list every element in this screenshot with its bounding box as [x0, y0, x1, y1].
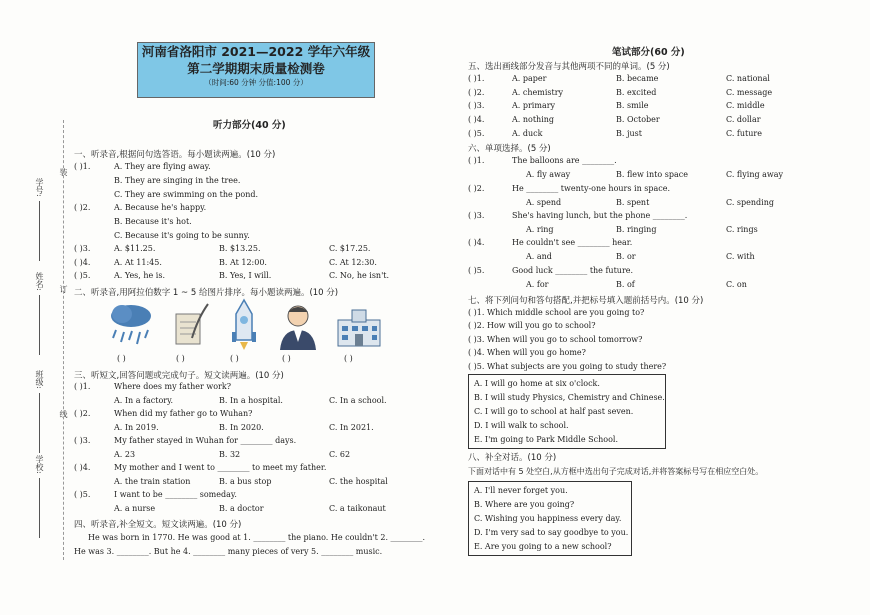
side-mark-ding: 订 [59, 285, 68, 293]
side-mark-xian: 线 [59, 410, 68, 418]
s8-option-c: C. Wishing you happiness every day. [474, 514, 622, 523]
scroll-quill-icon [170, 302, 212, 350]
s3-q3: ( )3. My father stayed in Wuhan for ________ days. A. 23 B. 32 C. 62 [74, 436, 351, 459]
s1-q1: ( )1. A. They are flying away. B. They are singing in the tree. C. They are swimming on the pond. [74, 162, 259, 199]
s8-option-d: D. I'm very sad to say goodbye to you. [474, 528, 629, 537]
s7-option-a: A. I will go home at six o'clock. [474, 379, 600, 388]
s1-heading: 一、听录音,根据问句选答语。每小题读两遍。(10 分) [74, 150, 276, 160]
s7-q1: ( )1. Which middle school are you going to? [468, 308, 645, 317]
s2-answer-4[interactable]: ( ) [282, 354, 291, 363]
s8-heading: 八、补全对话。(10 分) [468, 453, 557, 463]
s4-heading: 四、听录音,补全短文。短文读两遍。(10 分) [74, 520, 242, 530]
listening-heading: 听力部分(40 分) [213, 120, 286, 131]
side-class-label: 班级: [34, 370, 45, 453]
s3-heading: 三、听短文,回答问题或完成句子。短文读两遍。(10 分) [74, 371, 284, 381]
s5-heading: 五、选出画线部分发音与其他两项不同的单词。(5 分) [468, 62, 670, 72]
man-portrait-icon [276, 300, 320, 350]
writing-heading: 笔试部分(60 分) [612, 47, 685, 58]
title-box [137, 42, 375, 98]
s2-answer-3[interactable]: ( ) [230, 354, 239, 363]
s2-answer-1[interactable]: ( ) [117, 354, 126, 363]
s2-answer-2[interactable]: ( ) [176, 354, 185, 363]
s7-q2: ( )2. How will you go to school? [468, 321, 596, 330]
s6-q1: ( )1. The balloons are ________. A. fly away B. flew into space C. flying away [468, 156, 784, 179]
s5-q2: ( )2. A. chemistry B. excited C. message [468, 88, 773, 97]
s5-q1: ( )1. A. paper B. became C. national [468, 74, 770, 83]
s2-heading: 二、听录音,用阿拉伯数字 1 ~ 5 给图片排序。每小题读两遍。(10 分) [74, 288, 339, 298]
s8-option-b: B. Where are you going? [474, 500, 575, 509]
s1-q4: ( )4. A. At 11:45. B. At 12:00. C. At 12:30. [74, 258, 377, 267]
s7-heading: 七、将下列问句和答句搭配,并把标号填入题前括号内。(10 分) [468, 296, 704, 306]
title-line3: （时间:60 分钟 分值:100 分） [204, 78, 308, 87]
s3-q1: ( )1. Where does my father work? A. In a factory. B. In a hospital. C. In a school. [74, 382, 387, 405]
s6-heading: 六、单项选择。(5 分) [468, 144, 551, 154]
s8-option-a: A. I'll never forget you. [474, 486, 568, 495]
s2-answer-5[interactable]: ( ) [344, 354, 353, 363]
s8-option-e: E. Are you going to a new school? [474, 542, 612, 551]
s7-option-b: B. I will study Physics, Chemistry and Chinese. [474, 393, 665, 402]
s3-q5: ( )5. I want to be ________ someday. A. a nurse B. a doctor C. a taikonaut [74, 490, 386, 513]
side-name-label: 姓名: [34, 272, 45, 355]
s6-q5: ( )5. Good luck ________ the future. A. for B. of C. on [468, 266, 747, 289]
binding-line [63, 120, 64, 560]
school-building-icon [334, 304, 384, 348]
s4-line2: He was 3. ________. But he 4. ________ many pieces of very 5. ________ music. [74, 547, 383, 556]
title-line2: 第二学期期末质量检测卷 [187, 61, 325, 76]
s7-q4: ( )4. When will you go home? [468, 348, 586, 357]
s7-q3: ( )3. When will you go to school tomorrow? [468, 335, 643, 344]
s1-q3: ( )3. A. $11.25. B. $13.25. C. $17.25. [74, 244, 371, 253]
s7-option-c: C. I will go to school at half past seven. [474, 407, 634, 416]
rocket-icon [228, 298, 260, 352]
s3-q4: ( )4. My mother and I went to ________ to meet my father. A. the train station B. a bus stop C. the hospital [74, 463, 388, 486]
s3-q2: ( )2. When did my father go to Wuhan? A. In 2019. B. In 2020. C. In 2021. [74, 409, 374, 432]
s5-q5: ( )5. A. duck B. just C. future [468, 129, 762, 138]
s7-q5: ( )5. What subjects are you going to study there? [468, 362, 667, 371]
s6-q2: ( )2. He ________ twenty-one hours in space. A. spend B. spent C. spending [468, 184, 774, 207]
side-mark-zhuang: 装 [59, 168, 68, 176]
s1-q2: ( )2. A. Because he's happy. B. Because it's hot. C. Because it's going to be sunny. [74, 203, 250, 240]
s5-q3: ( )3. A. primary B. smile C. middle [468, 101, 765, 110]
s7-option-e: E. I'm going to Park Middle School. [474, 435, 618, 444]
s8-description: 下面对话中有 5 处空白,从方框中选出句子完成对话,并将答案标号写在相应空白处。 [468, 467, 764, 476]
s7-option-d: D. I will walk to school. [474, 421, 569, 430]
title-line1: 河南省洛阳市 2021—2022 学年六年级 [141, 44, 371, 59]
s4-line1: He was born in 1770. He was good at 1. ________ the piano. He couldn't 2. ________. [88, 533, 426, 542]
s6-q4: ( )4. He couldn't see ________ hear. A. and B. or C. with [468, 238, 755, 261]
s1-q5: ( )5. A. Yes, he is. B. Yes, I will. C. No, he isn't. [74, 271, 390, 280]
rain-cloud-icon [108, 302, 154, 350]
s6-q3: ( )3. She's having lunch, but the phone ________. A. ring B. ringing C. rings [468, 211, 758, 234]
side-id-label: 学号: [34, 178, 45, 261]
side-school-label: 学校: [34, 455, 45, 538]
s5-q4: ( )4. A. nothing B. October C. dollar [468, 115, 761, 124]
